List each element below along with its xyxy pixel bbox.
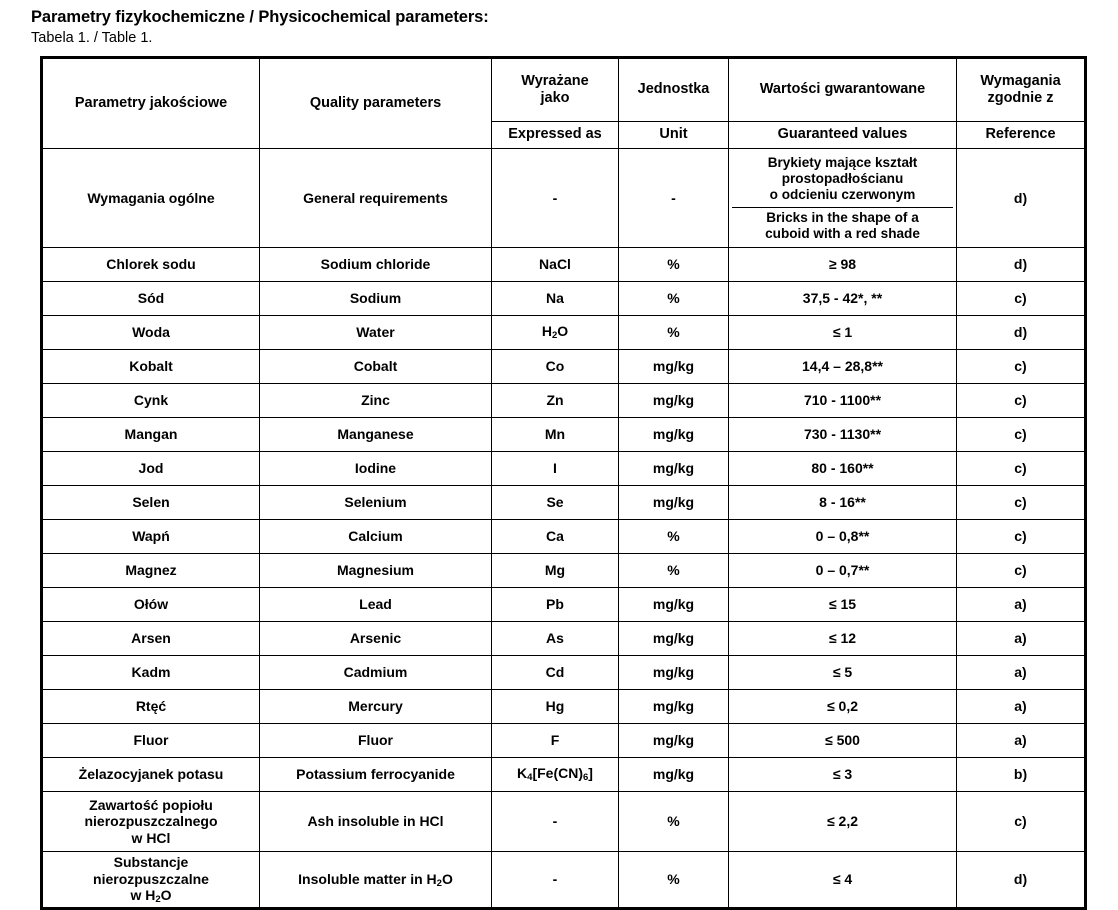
guaranteed-value-pl: Brykiety mające kształt prostopadłościanu o odcieniu czerwonym	[732, 152, 953, 208]
table-row	[42, 758, 1086, 792]
cell-unit: mg/kg	[619, 724, 729, 758]
cell-unit: mg/kg	[619, 452, 729, 486]
cell-guaranteed-value: 80 - 160**	[729, 452, 957, 486]
table-row	[42, 554, 1086, 588]
cell-parameter-en: Cadmium	[260, 656, 492, 690]
cell-reference: c)	[957, 554, 1086, 588]
table-row	[42, 282, 1086, 316]
header-unit-pl: Jednostka	[619, 58, 729, 122]
cell-unit: mg/kg	[619, 418, 729, 452]
table-row	[42, 316, 1086, 350]
cell-reference: d)	[957, 852, 1086, 909]
cell-guaranteed-value: 0 – 0,8**	[729, 520, 957, 554]
cell-expressed-as: Ca	[492, 520, 619, 554]
cell-unit: %	[619, 520, 729, 554]
cell-reference: a)	[957, 622, 1086, 656]
table-row	[42, 384, 1086, 418]
cell-reference: c)	[957, 384, 1086, 418]
cell-reference: d)	[957, 248, 1086, 282]
cell-expressed-as: Mg	[492, 554, 619, 588]
header-quality-parameters-pl: Parametry jakościowe	[42, 58, 260, 149]
cell-parameter-pl: Zawartość popiołu nierozpuszczalnego w HCl	[42, 792, 260, 852]
cell-expressed-as: F	[492, 724, 619, 758]
cell-expressed-as: Mn	[492, 418, 619, 452]
header-guaranteed-values-en: Guaranteed values	[729, 122, 957, 149]
cell-unit: mg/kg	[619, 622, 729, 656]
cell-parameter-en: Mercury	[260, 690, 492, 724]
cell-parameter-pl: Wapń	[42, 520, 260, 554]
table-row	[42, 520, 1086, 554]
page-title: Parametry fizykochemiczne / Physicochemical parameters:	[31, 8, 489, 26]
cell-unit: -	[619, 149, 729, 248]
table-row	[42, 418, 1086, 452]
cell-expressed-as: -	[492, 792, 619, 852]
cell-guaranteed-value: ≤ 5	[729, 656, 957, 690]
cell-parameter-pl: Ołów	[42, 588, 260, 622]
header-reference-en: Reference	[957, 122, 1086, 149]
cell-parameter-en: Lead	[260, 588, 492, 622]
table-header-row-pl	[42, 58, 1086, 122]
cell-parameter-pl: Fluor	[42, 724, 260, 758]
cell-guaranteed-value: ≤ 0,2	[729, 690, 957, 724]
table-row	[42, 350, 1086, 384]
cell-parameter-en: Fluor	[260, 724, 492, 758]
cell-parameter-en: Potassium ferrocyanide	[260, 758, 492, 792]
cell-reference: a)	[957, 588, 1086, 622]
cell-parameter-en: Calcium	[260, 520, 492, 554]
cell-unit: mg/kg	[619, 758, 729, 792]
table-row	[42, 852, 1086, 909]
cell-unit: mg/kg	[619, 384, 729, 418]
cell-parameter-en: Cobalt	[260, 350, 492, 384]
cell-unit: %	[619, 792, 729, 852]
table-caption: Tabela 1. / Table 1.	[31, 30, 153, 46]
cell-parameter-pl: Sód	[42, 282, 260, 316]
header-expressed-as-en: Expressed as	[492, 122, 619, 149]
cell-reference: c)	[957, 350, 1086, 384]
cell-unit: %	[619, 248, 729, 282]
cell-parameter-en: Manganese	[260, 418, 492, 452]
cell-parameter-pl: Substancje nierozpuszczalne w $H_2O$	[42, 852, 260, 909]
cell-expressed-as: NaCl	[492, 248, 619, 282]
cell-guaranteed-value: 37,5 - 42*, **	[729, 282, 957, 316]
cell-parameter-pl: Jod	[42, 452, 260, 486]
cell-expressed-as: $K_4[Fe(CN)_6]$	[492, 758, 619, 792]
cell-parameter-en: Zinc	[260, 384, 492, 418]
table-row	[42, 248, 1086, 282]
table-row	[42, 724, 1086, 758]
cell-reference: c)	[957, 418, 1086, 452]
header-unit-en: Unit	[619, 122, 729, 149]
cell-unit: mg/kg	[619, 350, 729, 384]
cell-parameter-en: Water	[260, 316, 492, 350]
table-row	[42, 486, 1086, 520]
cell-guaranteed-value: ≤ 15	[729, 588, 957, 622]
cell-expressed-as: Zn	[492, 384, 619, 418]
cell-parameter-en: Sodium chloride	[260, 248, 492, 282]
cell-expressed-as: I	[492, 452, 619, 486]
cell-parameter-en: General requirements	[260, 149, 492, 248]
cell-expressed-as: Na	[492, 282, 619, 316]
cell-expressed-as: $H_2O$	[492, 316, 619, 350]
cell-unit: mg/kg	[619, 656, 729, 690]
table-row	[42, 792, 1086, 852]
cell-unit: %	[619, 554, 729, 588]
cell-expressed-as: -	[492, 852, 619, 909]
table-row	[42, 452, 1086, 486]
cell-unit: mg/kg	[619, 486, 729, 520]
cell-parameter-pl: Kadm	[42, 656, 260, 690]
cell-guaranteed-value: ≤ 2,2	[729, 792, 957, 852]
header-quality-parameters-en: Quality parameters	[260, 58, 492, 149]
cell-guaranteed-value: 710 - 1100**	[729, 384, 957, 418]
cell-expressed-as: Co	[492, 350, 619, 384]
cell-parameter-pl: Mangan	[42, 418, 260, 452]
cell-guaranteed-value: 14,4 – 28,8**	[729, 350, 957, 384]
cell-parameter-pl: Chlorek sodu	[42, 248, 260, 282]
table-row	[42, 622, 1086, 656]
cell-parameter-pl: Arsen	[42, 622, 260, 656]
cell-unit: mg/kg	[619, 588, 729, 622]
cell-expressed-as: Hg	[492, 690, 619, 724]
table-row	[42, 690, 1086, 724]
cell-reference: a)	[957, 724, 1086, 758]
cell-unit: mg/kg	[619, 690, 729, 724]
table-row	[42, 588, 1086, 622]
cell-parameter-en: Magnesium	[260, 554, 492, 588]
header-reference-pl: Wymagania zgodnie z	[957, 58, 1086, 122]
cell-reference: d)	[957, 316, 1086, 350]
cell-parameter-en: Insoluble matter in $H_2O$	[260, 852, 492, 909]
cell-reference: c)	[957, 452, 1086, 486]
cell-parameter-en: Sodium	[260, 282, 492, 316]
cell-guaranteed-value: ≤ 500	[729, 724, 957, 758]
cell-expressed-as: As	[492, 622, 619, 656]
cell-parameter-pl: Cynk	[42, 384, 260, 418]
cell-parameter-pl: Woda	[42, 316, 260, 350]
cell-guaranteed-value: ≤ 12	[729, 622, 957, 656]
cell-parameter-pl: Selen	[42, 486, 260, 520]
cell-parameter-pl: Magnez	[42, 554, 260, 588]
cell-guaranteed-value: ≥ 98	[729, 248, 957, 282]
cell-expressed-as: -	[492, 149, 619, 248]
cell-guaranteed-value: ≤ 1	[729, 316, 957, 350]
cell-guaranteed-values	[729, 149, 957, 248]
cell-guaranteed-value: 8 - 16**	[729, 486, 957, 520]
cell-unit: %	[619, 852, 729, 909]
table-row-general-requirements	[42, 149, 1086, 248]
physicochemical-parameters-table	[40, 56, 1087, 910]
cell-reference: b)	[957, 758, 1086, 792]
cell-reference: a)	[957, 656, 1086, 690]
cell-guaranteed-value: ≤ 4	[729, 852, 957, 909]
cell-expressed-as: Cd	[492, 656, 619, 690]
cell-parameter-pl: Rtęć	[42, 690, 260, 724]
cell-reference: c)	[957, 282, 1086, 316]
table-row	[42, 656, 1086, 690]
cell-reference: c)	[957, 486, 1086, 520]
cell-parameter-en: Ash insoluble in HCl	[260, 792, 492, 852]
cell-parameter-pl: Kobalt	[42, 350, 260, 384]
cell-expressed-as: Pb	[492, 588, 619, 622]
cell-reference: a)	[957, 690, 1086, 724]
cell-parameter-en: Arsenic	[260, 622, 492, 656]
header-expressed-as-pl: Wyrażane jako	[492, 58, 619, 122]
cell-unit: %	[619, 316, 729, 350]
cell-unit: %	[619, 282, 729, 316]
guaranteed-value-en: Bricks in the shape of a cuboid with a red shade	[765, 209, 920, 241]
cell-parameter-en: Selenium	[260, 486, 492, 520]
header-guaranteed-values-pl: Wartości gwarantowane	[729, 58, 957, 122]
cell-parameter-pl: Żelazocyjanek potasu	[42, 758, 260, 792]
cell-reference: c)	[957, 520, 1086, 554]
cell-expressed-as: Se	[492, 486, 619, 520]
cell-guaranteed-value: 730 - 1130**	[729, 418, 957, 452]
table-container	[40, 56, 1084, 910]
cell-guaranteed-value: 0 – 0,7**	[729, 554, 957, 588]
cell-reference: c)	[957, 792, 1086, 852]
cell-parameter-pl: Wymagania ogólne	[42, 149, 260, 248]
cell-parameter-en: Iodine	[260, 452, 492, 486]
cell-guaranteed-value: ≤ 3	[729, 758, 957, 792]
cell-reference: d)	[957, 149, 1086, 248]
